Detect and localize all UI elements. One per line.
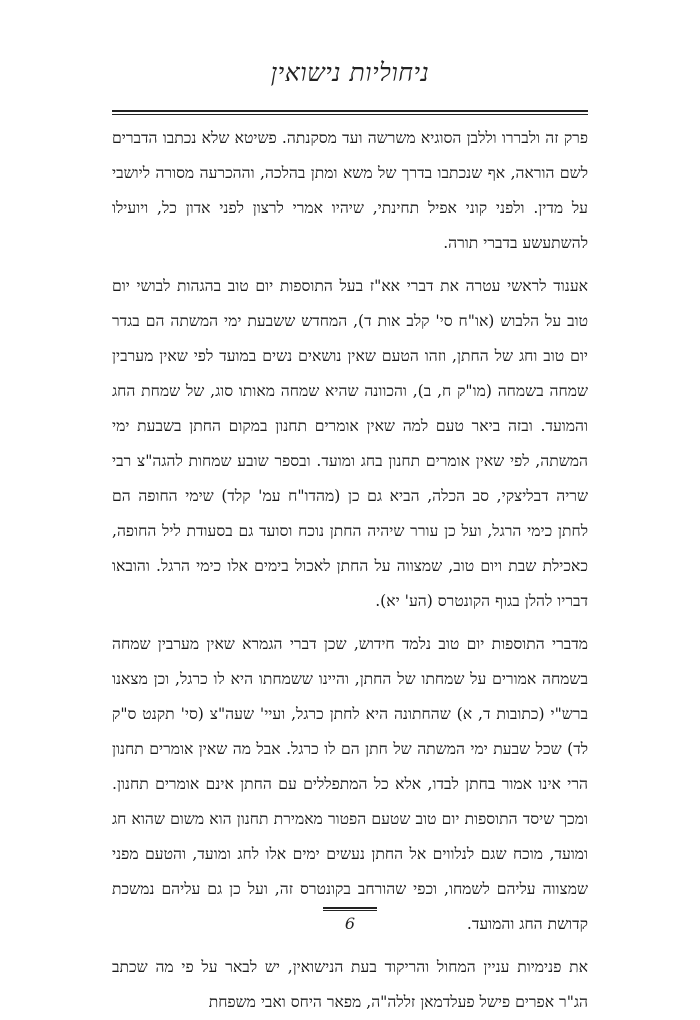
body-text bbox=[112, 121, 588, 1020]
paragraph: את פנימיות עניין המחול והריקוד בעת הנישואין, יש לבאר על פי מה שכתב הג"ר אפרים פישל פעלדמאן זללה"ה, מפאר היחס ואבי משפחת bbox=[112, 958, 588, 1011]
page-number: 6 bbox=[344, 914, 356, 933]
header-double-rule bbox=[112, 110, 588, 115]
paragraph: מדברי התוספות יום טוב נלמד חידוש, שכן דברי הגמרא שאין מערבין שמחה בשמחה אמורים על שמחתו של החתן, והיינו ששמחתו היא לו כרגל, וכן מצאנו ברש"י (כתובות ד, א) שהחתונה היא לחתן כרגל, ועיי' שעה"צ (סי' תקנט ס"ק לד) שכל שבעת ימי המשתה של חתן הם לו כרגל. אבל מה שאין אומרים תחנון הרי אינו אמור בחתן לבדו, אלא כל המתפללים עם החתן אינם אומרים תחנון. ומכך שיסד התוספות יום טוב שטעם הפטור מאמירת תחנון הוא משום שהוא חג ומועד, מוכח שגם לנלווים אל החתן נעשים ימים אלו לחג ומועד, והטעם מפני שמצווה עליהם לשמחו, וכפי שהורחב בקונטרס זה, ועל כן גם עליהם נמשכת קדושת החג והמועד. bbox=[112, 635, 588, 933]
running-head: ניחוליות נישואין bbox=[270, 58, 430, 87]
paragraph: פרק זה ולבררו וללבן הסוגיא משרשה ועד מסקנתה. פשיטא שלא נכתבו הדברים לשם הוראה, אף שנכתבו בדרך של משא ומתן בהלכה, וההכרעה מסורה ליושבי על מדין. ולפני קוני אפיל תחינתי, שיהיו אמרי לרצון לפני אדון כל, ויועילו להשתעשע בדברי תורה. bbox=[112, 129, 588, 252]
paragraph: אענוד לראשי עטרה את דברי אא"ז בעל התוספות יום טוב בהגהות לבושי יום טוב על הלבוש (או"ח סי' קלב אות ד), המחדש ששבעת ימי המשתה הם בגדר יום טוב וחג של החתן, וזהו הטעם שאין נושאים נשים במועד לפי שאין מערבין שמחה בשמחה (מו"ק ח, ב), והכוונה שהיא שמחה מאותו סוג, של שמחת החג והמועד. ובזה ביאר טעם למה שאין אומרים תחנון במקום החתן בשבעת ימי המשתה, לפי שאין אומרים תחנון בחג ומועד. ובספר שובע שמחות להגה"צ רבי שריה דבליצקי, סב הכלה, הביא גם כן (מהדו"ח עמ' קלד) שימי החופה הם לחתן כימי הרגל, ועל כן עורר שיהיה החתן נוכח וסועד גם בסעודת ליל החופה, כאכילת שבת ויום טוב, שמצווה על החתן לאכול בימים אלו כימי הרגל. והובאו דבריו להלן בגוף הקונטרס (הע' יא). bbox=[112, 277, 588, 610]
footer-double-rule bbox=[323, 907, 377, 911]
